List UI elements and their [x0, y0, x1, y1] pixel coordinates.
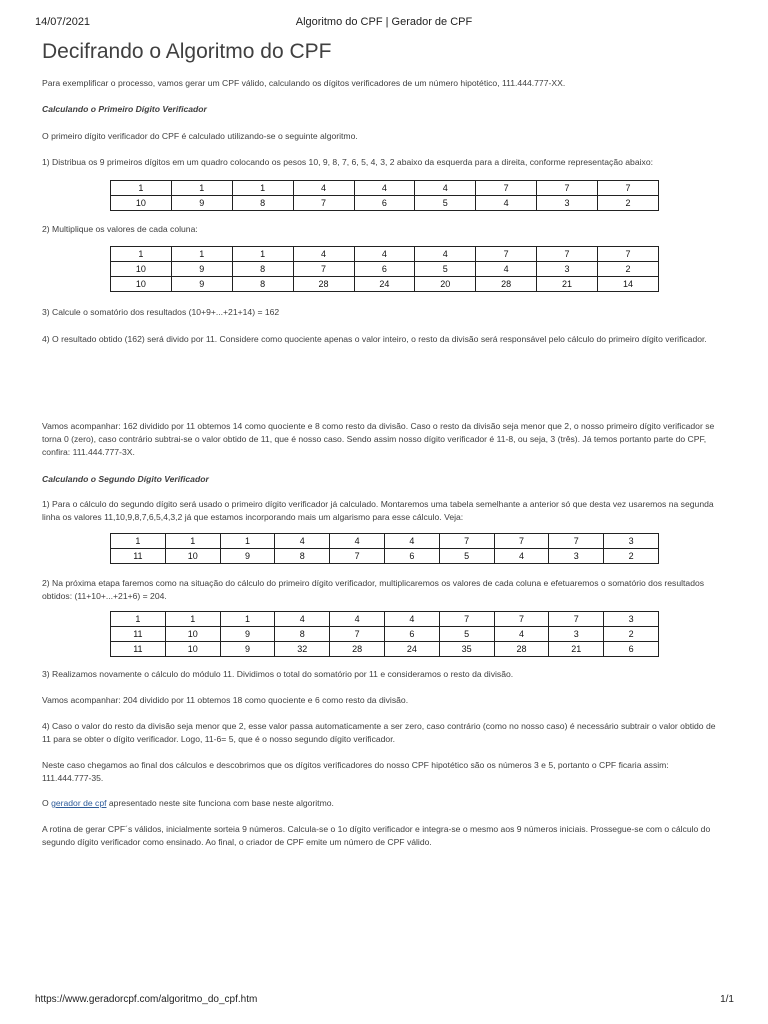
- table-cell: 7: [598, 247, 659, 262]
- gerador-de-cpf-link[interactable]: gerador de cpf: [51, 798, 107, 808]
- table-row: [111, 534, 659, 549]
- table-cell: 4: [384, 534, 439, 549]
- table-cell: 10: [165, 642, 220, 657]
- table-cell: 9: [171, 262, 232, 277]
- table-cell: 5: [415, 196, 476, 211]
- table-cell: 2: [604, 549, 659, 564]
- page-title: Decifrando o Algoritmo do CPF: [42, 40, 332, 63]
- section-heading-first-digit: Calculando o Primeiro Dígito Verificador: [42, 104, 207, 114]
- print-page-title: Algoritmo do CPF | Gerador de CPF: [295, 16, 473, 28]
- table-row: [111, 642, 659, 657]
- table-cell: 24: [384, 642, 439, 657]
- table-cell: 9: [220, 642, 275, 657]
- table-cell: 5: [439, 627, 494, 642]
- table-cell: 7: [293, 196, 354, 211]
- table-cell: 8: [232, 262, 293, 277]
- table-cell: 3: [604, 534, 659, 549]
- table-cell: 4: [415, 181, 476, 196]
- table-row: [111, 247, 659, 262]
- table-cell: 21: [537, 277, 598, 292]
- table-cell: 28: [476, 277, 537, 292]
- table-cell: 1: [111, 612, 166, 627]
- table-cell: 24: [354, 277, 415, 292]
- intro-paragraph: Para exemplificar o processo, vamos gerar um CPF válido, calculando os dígitos verificadores de um número hipotético, 111.444.777-XX.: [42, 78, 566, 88]
- link-suffix: apresentado neste site funciona com base neste algoritmo.: [106, 798, 334, 808]
- table-cell: 7: [494, 534, 549, 549]
- table-cell: 4: [354, 247, 415, 262]
- table-cell: 1: [232, 247, 293, 262]
- table-cell: 1: [220, 534, 275, 549]
- table-cell: 9: [171, 196, 232, 211]
- table-cell: 7: [476, 247, 537, 262]
- table-cell: 11: [111, 549, 166, 564]
- table-cell: 20: [415, 277, 476, 292]
- s1-paragraph-1: O primeiro dígito verificador do CPF é calculado utilizando-se o seguinte algoritmo.: [42, 131, 358, 141]
- table-cell: 7: [439, 534, 494, 549]
- s2-paragraph-1: 1) Para o cálculo do segundo dígito será usado o primeiro dígito verificador já calculado. Montaremos uma tabela semelhante a anterior só que desta vez usaremos na segunda linha os valores 11,10,9,8,7,6,5,4,3,2 já que estamos incorporando mais um algarismo para esse cálculo. Veja:: [42, 499, 714, 522]
- s1-paragraph-3: 2) Multiplique os valores de cada coluna:: [42, 224, 198, 234]
- table-cell: 8: [275, 627, 330, 642]
- table-cell: 7: [330, 549, 385, 564]
- table-cell: 8: [232, 196, 293, 211]
- table-cell: 1: [171, 247, 232, 262]
- table-cell: 3: [604, 612, 659, 627]
- table-cell: 11: [111, 642, 166, 657]
- table-cell: 1: [111, 181, 172, 196]
- table-cell: 4: [330, 612, 385, 627]
- print-date: 14/07/2021: [35, 16, 91, 28]
- table-cell: 2: [598, 196, 659, 211]
- table-cell: 4: [384, 612, 439, 627]
- s1-paragraph-2: 1) Distribua os 9 primeiros dígitos em um quadro colocando os pesos 10, 9, 8, 7, 6, 5, 4, 3, 2 abaixo da esquerda para a direita, conforme representação abaixo:: [42, 157, 653, 167]
- table-cell: 4: [494, 549, 549, 564]
- table-cell: 10: [111, 196, 172, 211]
- table-cell: 2: [604, 627, 659, 642]
- s2-paragraph-6: Neste caso chegamos ao final dos cálculos e descobrimos que os dígitos verificadores do nosso CPF hipotético são os números 3 e 5, portanto o CPF ficaria assim: 111.444.777-35.: [42, 760, 669, 783]
- table-cell: 5: [415, 262, 476, 277]
- table-cell: 5: [439, 549, 494, 564]
- table-cell: 1: [165, 534, 220, 549]
- table-cell: 3: [549, 627, 604, 642]
- table-cell: 9: [220, 627, 275, 642]
- table-cell: 4: [330, 534, 385, 549]
- table-cell: 4: [415, 247, 476, 262]
- table-cell: 14: [598, 277, 659, 292]
- table-row: [111, 277, 659, 292]
- table-cell: 35: [439, 642, 494, 657]
- s2-paragraph-2: 2) Na próxima etapa faremos como na situação do cálculo do primeiro dígito verificador, multiplicaremos os valores de cada coluna e efetuaremos o somatório dos resultados obtidos: (11+10+...+21+6) = 204.: [42, 578, 705, 601]
- table-row: [111, 196, 659, 211]
- table-cell: 7: [439, 612, 494, 627]
- table-row: [111, 262, 659, 277]
- table-cell: 7: [494, 612, 549, 627]
- table-cell: 28: [293, 277, 354, 292]
- table-cell: 7: [537, 247, 598, 262]
- table-cell: 10: [165, 549, 220, 564]
- products-table: [110, 246, 659, 292]
- table-cell: 28: [494, 642, 549, 657]
- table-cell: 4: [293, 247, 354, 262]
- table-cell: 7: [476, 181, 537, 196]
- table-cell: 28: [330, 642, 385, 657]
- table-cell: 4: [476, 262, 537, 277]
- table-cell: 32: [275, 642, 330, 657]
- s2-paragraph-3: 3) Realizamos novamente o cálculo do módulo 11. Dividimos o total do somatório por 11 e consideramos o resto da divisão.: [42, 669, 514, 679]
- table-cell: 2: [598, 262, 659, 277]
- weights-table: [110, 180, 659, 211]
- section-heading-second-digit: Calculando o Segundo Dígito Verificador: [42, 474, 209, 484]
- table-row: [111, 612, 659, 627]
- table-cell: 3: [549, 549, 604, 564]
- weights-table-2: [110, 533, 659, 564]
- table-cell: 4: [354, 181, 415, 196]
- table-row: [111, 627, 659, 642]
- table-cell: 7: [293, 262, 354, 277]
- generator-paragraph: [42, 797, 720, 810]
- table-cell: 1: [111, 534, 166, 549]
- table-cell: 1: [171, 181, 232, 196]
- table-cell: 6: [354, 262, 415, 277]
- final-paragraph: A rotina de gerar CPF´s válidos, inicialmente sorteia 9 números. Calcula-se o 1o dígito verificador e integra-se o mesmo aos 9 números iniciais. Prossegue-se com o cálculo do segundo dígito verificador como ensinado. Ao final, o criador de CPF emite um número de CPF válido.: [42, 824, 711, 847]
- table-cell: 21: [549, 642, 604, 657]
- table-cell: 4: [494, 627, 549, 642]
- table-cell: 7: [598, 181, 659, 196]
- print-url: https://www.geradorcpf.com/algoritmo_do_cpf.htm: [35, 994, 258, 1005]
- table-cell: 10: [165, 627, 220, 642]
- table-cell: 4: [275, 612, 330, 627]
- table-cell: 1: [111, 247, 172, 262]
- table-cell: 8: [232, 277, 293, 292]
- table-cell: 4: [293, 181, 354, 196]
- table-cell: 7: [330, 627, 385, 642]
- link-prefix: O: [42, 798, 52, 808]
- table-cell: 4: [476, 196, 537, 211]
- table-cell: 10: [111, 277, 172, 292]
- table-cell: 9: [220, 549, 275, 564]
- s2-paragraph-5: 4) Caso o valor do resto da divisão seja menor que 2, esse valor passa automaticamente a ser zero, caso contrário (como no nosso caso) é necessário subtrair o valor obtido de 11 para se obter o dígito verificador. Logo, 11-6= 5, que é o nosso segundo dígito verificador.: [42, 721, 716, 744]
- table-cell: 7: [549, 612, 604, 627]
- s1-paragraph-4: 3) Calcule o somatório dos resultados (10+9+...+21+14) = 162: [42, 307, 280, 317]
- table-cell: 1: [165, 612, 220, 627]
- s1-paragraph-5: 4) O resultado obtido (162) será divido por 11. Considere como quociente apenas o valor inteiro, o resto da divisão será responsável pelo cálculo do primeiro dígito verificador.: [42, 334, 707, 344]
- table-cell: 6: [384, 627, 439, 642]
- table-cell: 6: [604, 642, 659, 657]
- table-row: [111, 549, 659, 564]
- table-cell: 6: [354, 196, 415, 211]
- print-page-number: 1/1: [720, 994, 734, 1005]
- table-cell: 9: [171, 277, 232, 292]
- products-table-2: [110, 611, 659, 657]
- table-cell: 8: [275, 549, 330, 564]
- table-cell: 4: [275, 534, 330, 549]
- table-cell: 1: [232, 181, 293, 196]
- s1-paragraph-6: Vamos acompanhar: 162 dividido por 11 obtemos 14 como quociente e 8 como resto da divisão. Caso o resto da divisão seja menor que 2, o nosso primeiro dígito verificador se torna 0 (zero), caso contrário subtrai-se o valor obtido de 11, que é nosso caso. Sendo assim nosso dígito verificador é 11-8, ou seja, 3 (três). Já temos portanto parte do CPF, confira: 111.444.777-3X.: [42, 421, 715, 457]
- table-cell: 7: [549, 534, 604, 549]
- table-cell: 1: [220, 612, 275, 627]
- table-cell: 10: [111, 262, 172, 277]
- table-cell: 7: [537, 181, 598, 196]
- table-cell: 6: [384, 549, 439, 564]
- s2-paragraph-4: Vamos acompanhar: 204 dividido por 11 obtemos 18 como quociente e 6 como resto da divisão.: [42, 695, 409, 705]
- table-row: [111, 181, 659, 196]
- table-cell: 11: [111, 627, 166, 642]
- table-cell: 3: [537, 196, 598, 211]
- table-cell: 3: [537, 262, 598, 277]
